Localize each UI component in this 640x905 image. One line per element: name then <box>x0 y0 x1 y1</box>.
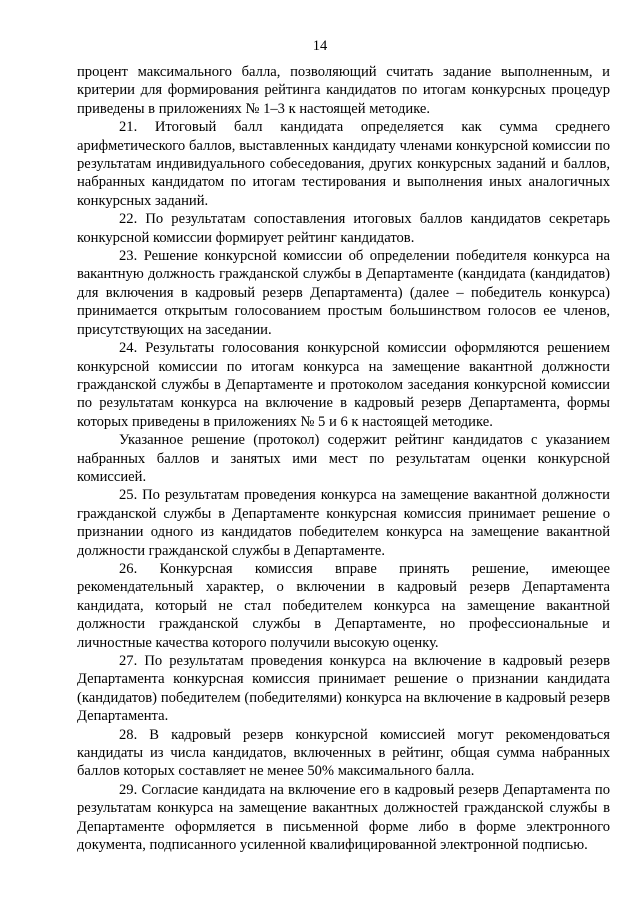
paragraph-24: 24. Результаты голосования конкурсной комиссии оформляются решением конкурсной комиссии по итогам конкурса на замещение вакантной должности гражданской службы в Департаменте и протоколом заседания конкурсной комиссии по результатам конкурса на включение в кадровый резерв Департамента, формы которых приведены в приложениях № 5 и 6 к настоящей методике. <box>77 340 610 430</box>
page-number: 14 <box>312 38 328 54</box>
paragraph-21: 21. Итоговый балл кандидата определяется как сумма среднего арифметического баллов, выставленных кандидату членами конкурсной комиссии по результатам индивидуального собеседования, других конкурсных заданий и баллов, набранных кандидатом по итогам тестирования и выполнения иных аналогичных конкурсных заданий. <box>77 119 610 209</box>
paragraph-28: 28. В кадровый резерв конкурсной комиссией могут рекомендоваться кандидаты из числа кандидатов, включенных в рейтинг, общая сумма набранных баллов которых составляет не менее 50% максимального балла. <box>77 726 610 780</box>
body-text <box>77 63 610 854</box>
paragraph-27: 27. По результатам проведения конкурса на включение в кадровый резерв Департамента конкурсная комиссия принимает решение о признании кандидата (кандидатов) победителем (победителями) конкурса на включение в кадровый резерв Департамента. <box>77 653 610 725</box>
paragraph-23: 23. Решение конкурсной комиссии об определении победителя конкурса на вакантную должность гражданской службы в Департаменте (кандидата (кандидатов) для включения в кадровый резерв Департамента) (далее – победитель конкурса) принимается открытым голосованием простым большинством голосов ее членов, присутствующих на заседании. <box>77 248 610 338</box>
paragraph-24-note: Указанное решение (протокол) содержит рейтинг кандидатов с указанием набранных баллов и занятых ими мест по результатам оценки конкурсной комиссией. <box>77 432 610 485</box>
paragraph-25: 25. По результатам проведения конкурса на замещение вакантной должности гражданской службы в Департаменте конкурсная комиссия принимает решение о признании одного из кандидатов победителем конкурса на замещение вакантной должности гражданской службы в Департаменте. <box>77 487 610 559</box>
paragraph-26: 26. Конкурсная комиссия вправе принять решение, имеющее рекомендательный характер, о включении в кадровый резерв Департамента кандидата, который не стал победителем конкурса на замещение вакантной должности гражданской службы в Департаменте, но профессиональные и личностные качества которого получили высокую оценку. <box>77 560 610 651</box>
paragraph-29: 29. Согласие кандидата на включение его в кадровый резерв Департамента по результатам конкурса на замещение вакантных должностей гражданской службы в Департаменте оформляется в письменной форме либо в форме электронного документа, подписанного усиленной квалифицированной электронной подписью. <box>77 781 610 854</box>
paragraph-22: 22. По результатам сопоставления итоговых баллов кандидатов секретарь конкурсной комиссии формирует рейтинг кандидатов. <box>77 211 610 246</box>
paragraph-continuation: процент максимального балла, позволяющий считать задание выполненным, и критерии для формирования рейтинга кандидатов по итогам конкурсных процедур приведены в приложениях № 1–3 к настоящей методике. <box>77 64 610 117</box>
